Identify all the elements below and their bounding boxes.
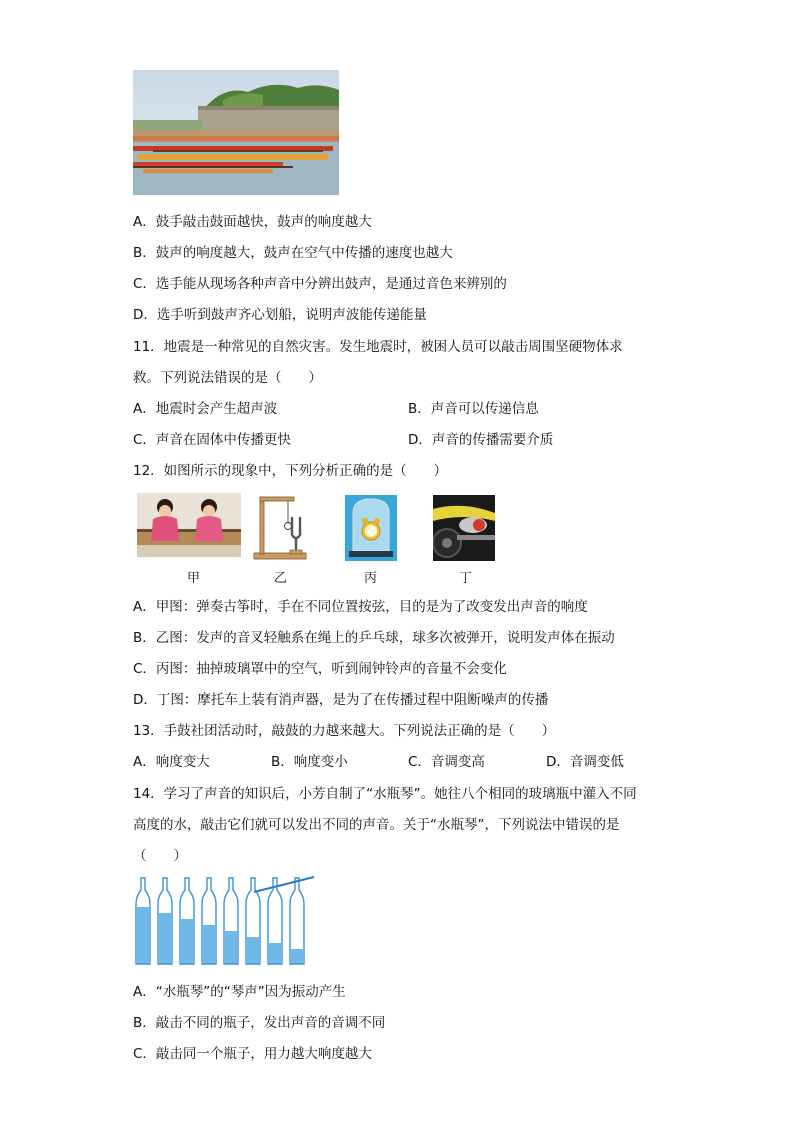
bell-jar-photo xyxy=(345,495,397,561)
dragon-boat-photo xyxy=(133,70,339,195)
water-bottle xyxy=(180,878,194,964)
water-bottle xyxy=(136,878,150,964)
guzheng-photo xyxy=(137,493,241,557)
water-bottle xyxy=(268,878,282,964)
q13-option-d: D．音调变低 xyxy=(546,754,624,770)
q12-option-a: A．甲图：弹奏古筝时，手在不同位置按弦，目的是为了改变发出声音的响度 xyxy=(133,599,588,615)
caption-yi: 乙 xyxy=(274,571,288,586)
q12-option-c: C．丙图：抽掉玻璃罩中的空气，听到闹钟铃声的音量不会变化 xyxy=(133,661,507,677)
water-bottles-diagram xyxy=(130,874,320,970)
q10-option-d: D．选手听到鼓声齐心划船，说明声波能传递能量 xyxy=(133,307,427,323)
water-bottle xyxy=(290,878,304,964)
water-level xyxy=(159,913,171,964)
q11-option-c: C．声音在固体中传播更快 xyxy=(133,432,291,448)
water-bottle xyxy=(158,878,172,964)
q11-stem-line1: 11．地震是一种常见的自然灾害。发生地震时，被困人员可以敲击周围坚硬物体求 xyxy=(133,339,623,355)
q14-option-c: C．敲击同一个瓶子，用力越大响度越大 xyxy=(133,1046,372,1062)
q10-option-a: A．鼓手敲击鼓面越快，鼓声的响度越大 xyxy=(133,214,372,230)
q14-option-a: A．“水瓶琴”的“琴声”因为振动产生 xyxy=(133,984,346,1000)
q11-stem-line2: 救。下列说法错误的是（ ） xyxy=(133,370,322,386)
q13-option-c: C．音调变高 xyxy=(408,754,485,770)
q13-stem: 13．手鼓社团活动时，敲鼓的力越来越大。下列说法正确的是（ ） xyxy=(133,723,556,739)
q13-option-a: A．响度变大 xyxy=(133,754,210,770)
water-level xyxy=(203,925,215,964)
q14-stem-line3: （ ） xyxy=(133,848,187,864)
q11-option-a: A．地震时会产生超声波 xyxy=(133,401,278,417)
q14-stem-line1: 14．学习了声音的知识后，小芳自制了“水瓶琴”。她往八个相同的玻璃瓶中灌入不同 xyxy=(133,786,637,802)
q12-option-d: D．丁图：摩托车上装有消声器，是为了在传播过程中阻断噪声的传播 xyxy=(133,692,549,708)
caption-jia: 甲 xyxy=(187,571,201,586)
q11-option-d: D．声音的传播需要介质 xyxy=(408,432,554,448)
water-bottle xyxy=(202,878,216,964)
water-level xyxy=(247,937,259,964)
caption-bing: 丙 xyxy=(364,571,378,586)
q13-option-b: B．响度变小 xyxy=(271,754,348,770)
water-bottle xyxy=(224,878,238,964)
motorcycle-muffler-photo xyxy=(433,495,495,561)
water-level xyxy=(225,931,237,964)
q14-option-b: B．敲击不同的瓶子，发出声音的音调不同 xyxy=(133,1015,386,1031)
water-level xyxy=(137,907,149,964)
water-level xyxy=(269,943,281,964)
q10-option-c: C．选手能从现场各种声音中分辨出鼓声，是通过音色来辨别的 xyxy=(133,276,507,292)
q12-option-b: B．乙图：发声的音叉轻触系在绳上的乒乓球，球多次被弹开，说明发声体在振动 xyxy=(133,630,615,646)
caption-ding: 丁 xyxy=(459,571,473,586)
striking-stick xyxy=(254,877,314,892)
q12-stem: 12．如图所示的现象中，下列分析正确的是（ ） xyxy=(133,463,448,479)
q11-option-b: B．声音可以传递信息 xyxy=(408,401,539,417)
q14-stem-line2: 高度的水，敲击它们就可以发出不同的声音。关于“水瓶琴”，下列说法中错误的是 xyxy=(133,817,620,833)
tuning-fork-diagram xyxy=(250,493,310,561)
q10-option-b: B．鼓声的响度越大，鼓声在空气中传播的速度也越大 xyxy=(133,245,453,261)
water-level xyxy=(291,949,303,964)
water-level xyxy=(181,919,193,964)
